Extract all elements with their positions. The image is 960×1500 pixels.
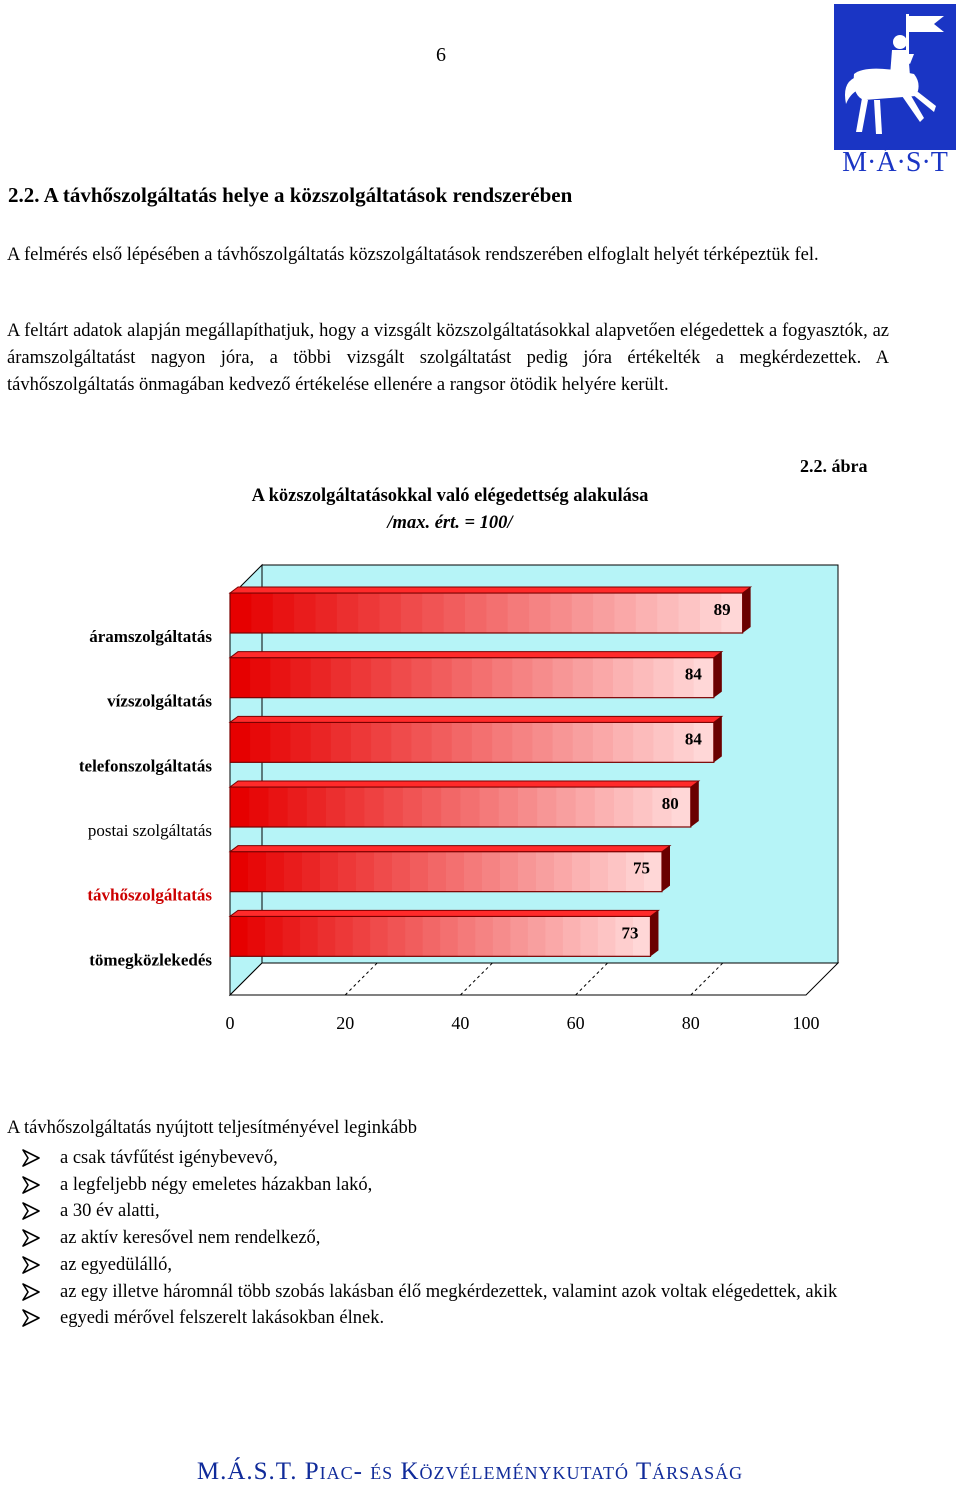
bar-gradient-strip [290, 658, 311, 698]
x-tick-label: 80 [681, 1013, 700, 1033]
chart-floor [230, 963, 838, 995]
bar-gradient-strip [518, 787, 538, 827]
arrowhead-bullet-icon [22, 1256, 40, 1274]
bar-gradient-strip [311, 722, 332, 762]
bar-gradient-strip [553, 722, 574, 762]
bar-gradient-strip [388, 916, 406, 956]
chart-bar [230, 781, 699, 827]
bar-gradient-strip [452, 658, 473, 698]
findings-paragraph: A feltárt adatok alapján megállapíthatjuk, hogy a vizsgált közszolgáltatásokkal alapvetően elégedettek a fogyasztók, az áramszolgáltatást nagyon jóra, a többi vizsgált szolgáltatást pedig jóra értékelték a megkérdezettek. A távhőszolgáltatás önmagában kedvező értékelése ellenére a rangsor ötödik helyére került. [7, 321, 889, 395]
bar-gradient-strip [529, 593, 551, 633]
bar-gradient-strip [320, 852, 339, 892]
bar-gradient-strip [598, 916, 616, 956]
bar-gradient-strip [300, 916, 318, 956]
bar-gradient-strip [401, 593, 423, 633]
bar-gradient-strip [288, 787, 308, 827]
chart-title-block [170, 483, 730, 537]
bar-gradient-strip [608, 852, 627, 892]
bar-gradient-strip [230, 658, 251, 698]
arrowhead-bullet-icon [22, 1202, 40, 1220]
bar-gradient-strip [595, 787, 615, 827]
bar-gradient-strip [553, 658, 574, 698]
bar-top-face [230, 587, 751, 593]
bar-side-face [743, 587, 751, 633]
chart-subtitle: /max. ért. = 100/ [387, 513, 513, 533]
figure-label: 2.2. ábra [800, 456, 868, 476]
bar-gradient-strip [371, 722, 392, 762]
chart-bar [230, 716, 722, 762]
bar-value-label: 73 [621, 923, 639, 943]
bar-gradient-strip [563, 916, 581, 956]
bar-gradient-strip [335, 916, 353, 956]
bar-gradient-strip [492, 722, 513, 762]
bar-gradient-strip [422, 593, 444, 633]
bar-gradient-strip [576, 787, 596, 827]
bar-top-face [230, 652, 722, 658]
bar-gradient-strip [230, 787, 250, 827]
category-label: távhőszolgáltatás [87, 885, 212, 905]
bar-gradient-strip [472, 658, 493, 698]
bar-gradient-strip [392, 852, 411, 892]
bar-gradient-strip [432, 722, 453, 762]
bar-gradient-strip [636, 593, 658, 633]
bar-gradient-strip [613, 722, 634, 762]
bar-gradient-strip [486, 593, 508, 633]
bar-gradient-strip [512, 658, 533, 698]
bar-gradient-strip [536, 852, 555, 892]
bar-gradient-strip [230, 916, 248, 956]
bullet-item [22, 1172, 892, 1199]
bullet-text: az egyedülálló, [60, 1254, 172, 1275]
bar-gradient-strip [572, 852, 591, 892]
bar-gradient-strip [345, 787, 365, 827]
bar-gradient-strip [351, 722, 372, 762]
bar-gradient-strip [633, 722, 654, 762]
bar-gradient-strip [500, 852, 519, 892]
bar-gradient-strip [554, 852, 573, 892]
bar-gradient-strip [403, 787, 423, 827]
bar-gradient-strip [518, 852, 537, 892]
bar-gradient-strip [653, 722, 674, 762]
footer-company-name: M.Á.S.T. Piac- és Közvéleménykutató Társaság [196, 1458, 744, 1485]
bar-gradient-strip [464, 852, 483, 892]
bar-side-face [650, 910, 658, 956]
bar-gradient-strip [545, 916, 563, 956]
bar-gradient-strip [452, 722, 473, 762]
arrowhead-bullet-icon [22, 1309, 40, 1327]
bar-gradient-strip [613, 658, 634, 698]
bar-gradient-strip [337, 593, 359, 633]
bar-gradient-strip [458, 916, 476, 956]
bullet-item [22, 1145, 892, 1172]
bullet-text: az egy illetve háromnál több szobás lakásban élő megkérdezettek, valamint azok voltak elégedettek, akik [60, 1281, 838, 1302]
bullet-item [22, 1198, 892, 1225]
arrowhead-bullet-icon [22, 1149, 40, 1167]
bar-gradient-strip [265, 916, 283, 956]
bar-value-label: 84 [684, 729, 702, 749]
bar-value-label: 84 [684, 664, 702, 684]
bullet-text: a legfeljebb négy emeletes házakban lakó, [60, 1174, 373, 1195]
chart-x-ticks [226, 1013, 820, 1033]
bar-gradient-strip [248, 852, 267, 892]
bar-gradient-strip [230, 852, 249, 892]
bar-gradient-strip [492, 658, 513, 698]
bar-gradient-strip [441, 787, 461, 827]
bar-gradient-strip [580, 916, 598, 956]
bar-gradient-strip [370, 916, 388, 956]
bar-gradient-strip [432, 658, 453, 698]
bar-top-face [230, 781, 699, 787]
bar-value-label: 75 [633, 858, 650, 878]
bar-gradient-strip [391, 658, 412, 698]
bar-gradient-strip [510, 916, 528, 956]
bar-gradient-strip [268, 787, 288, 827]
bar-gradient-strip [493, 916, 511, 956]
bar-gradient-strip [593, 658, 614, 698]
bar-gradient-strip [614, 787, 634, 827]
bar-value-label: 80 [661, 794, 679, 813]
bar-gradient-strip [230, 593, 252, 633]
intro-paragraph: A felmérés első lépésében a távhőszolgáltatás közszolgáltatások rendszerében elfoglalt helyét térképeztük fel. [7, 245, 819, 265]
chart-bar [230, 652, 722, 698]
bullet-item [22, 1305, 892, 1332]
bar-gradient-strip [284, 852, 303, 892]
bullet-item [22, 1252, 892, 1279]
bar-gradient-strip [537, 787, 557, 827]
bar-gradient-strip [593, 593, 615, 633]
category-label: áramszolgáltatás [89, 627, 212, 646]
bar-gradient-strip [657, 593, 679, 633]
bar-gradient-strip [411, 722, 432, 762]
bar-gradient-strip [338, 852, 357, 892]
x-tick-label: 20 [336, 1013, 355, 1033]
bar-gradient-strip [302, 852, 321, 892]
bar-gradient-strip [653, 658, 674, 698]
bullet-item [22, 1225, 892, 1252]
bar-gradient-strip [528, 916, 546, 956]
bullet-item [22, 1279, 892, 1306]
bar-gradient-strip [380, 593, 402, 633]
bar-gradient-strip [440, 916, 458, 956]
x-tick-label: 0 [225, 1013, 235, 1033]
bullets-intro: A távhőszolgáltatás nyújtott teljesítményével leginkább [7, 1118, 417, 1138]
bar-gradient-strip [248, 916, 266, 956]
bar-gradient-strip [508, 593, 530, 633]
bar-gradient-strip [423, 916, 441, 956]
bar-gradient-strip [250, 658, 271, 698]
bar-side-face [691, 781, 699, 827]
x-tick-label: 60 [566, 1013, 585, 1033]
bar-gradient-strip [550, 593, 572, 633]
category-label: postai szolgáltatás [87, 821, 212, 840]
bar-gradient-strip [465, 593, 487, 633]
bar-top-face [230, 716, 722, 722]
bullet-list [22, 1145, 892, 1332]
bullet-text: a 30 év alatti, [60, 1201, 160, 1222]
bar-gradient-strip [290, 722, 311, 762]
bar-gradient-strip [572, 593, 594, 633]
bar-gradient-strip [374, 852, 393, 892]
bar-gradient-strip [371, 658, 392, 698]
bar-gradient-strip [294, 593, 316, 633]
bar-gradient-strip [356, 852, 375, 892]
bar-gradient-strip [351, 658, 372, 698]
bar-side-face [714, 652, 722, 698]
bar-gradient-strip [353, 916, 371, 956]
bar-gradient-strip [230, 722, 251, 762]
bar-gradient-strip [482, 852, 501, 892]
bar-gradient-strip [270, 722, 291, 762]
section-heading: 2.2. A távhőszolgáltatás helye a közszolgáltatások rendszerében [8, 183, 573, 207]
satisfaction-bar-chart [0, 555, 960, 1045]
bar-gradient-strip [590, 852, 609, 892]
mast-logo [834, 4, 956, 176]
bar-top-face [230, 846, 670, 852]
chart-category-labels [79, 627, 213, 969]
bar-gradient-strip [307, 787, 327, 827]
bar-gradient-strip [444, 593, 466, 633]
bar-gradient-strip [318, 916, 336, 956]
bar-gradient-strip [311, 658, 332, 698]
bar-gradient-strip [633, 787, 653, 827]
category-label: vízszolgáltatás [107, 691, 212, 711]
chart-title: A közszolgáltatásokkal való elégedettség alakulása [251, 486, 649, 506]
bar-gradient-strip [679, 593, 701, 633]
bar-gradient-strip [331, 658, 352, 698]
logo-text: M·Á·S·T [842, 147, 948, 176]
bar-gradient-strip [532, 722, 553, 762]
bar-gradient-strip [512, 722, 533, 762]
bar-gradient-strip [480, 787, 500, 827]
bar-gradient-strip [391, 722, 412, 762]
bar-gradient-strip [410, 852, 429, 892]
bar-gradient-strip [532, 658, 553, 698]
bar-gradient-strip [270, 658, 291, 698]
bar-gradient-strip [273, 593, 295, 633]
x-tick-label: 40 [451, 1013, 470, 1033]
bar-gradient-strip [593, 722, 614, 762]
arrowhead-bullet-icon [22, 1229, 40, 1247]
bar-gradient-strip [315, 593, 337, 633]
bar-gradient-strip [331, 722, 352, 762]
bullet-text: az aktív keresővel nem rendelkező, [60, 1228, 321, 1249]
bar-gradient-strip [475, 916, 493, 956]
chart-bar [230, 846, 670, 892]
bar-gradient-strip [556, 787, 576, 827]
bar-side-face [714, 716, 722, 762]
bar-value-label: 89 [713, 600, 731, 619]
bar-gradient-strip [405, 916, 423, 956]
bar-gradient-strip [251, 593, 273, 633]
bar-gradient-strip [422, 787, 442, 827]
bar-gradient-strip [633, 658, 654, 698]
category-label: telefonszolgáltatás [78, 756, 212, 776]
category-label: tömegközlekedés [89, 950, 212, 970]
arrowhead-bullet-icon [22, 1176, 40, 1194]
bullet-text: egyedi mérővel felszerelt lakásokban élnek. [60, 1308, 385, 1329]
x-tick-label: 100 [792, 1013, 820, 1033]
bar-gradient-strip [411, 658, 432, 698]
bar-gradient-strip [446, 852, 465, 892]
bar-gradient-strip [249, 787, 269, 827]
bar-gradient-strip [384, 787, 404, 827]
bar-gradient-strip [283, 916, 301, 956]
bar-gradient-strip [364, 787, 384, 827]
bar-gradient-strip [472, 722, 493, 762]
bar-gradient-strip [250, 722, 271, 762]
bar-gradient-strip [358, 593, 380, 633]
chart-bar [230, 587, 751, 633]
bar-gradient-strip [499, 787, 519, 827]
bar-top-face [230, 910, 658, 916]
chart-bar [230, 910, 658, 956]
bar-gradient-strip [614, 593, 636, 633]
bar-gradient-strip [460, 787, 480, 827]
bar-gradient-strip [326, 787, 346, 827]
bar-gradient-strip [573, 658, 594, 698]
page-number: 6 [436, 44, 446, 66]
bar-gradient-strip [266, 852, 285, 892]
bullet-text: a csak távfűtést igénybevevő, [60, 1148, 278, 1168]
bar-gradient-strip [428, 852, 447, 892]
bar-side-face [662, 846, 670, 892]
bar-gradient-strip [573, 722, 594, 762]
arrowhead-bullet-icon [22, 1283, 40, 1301]
